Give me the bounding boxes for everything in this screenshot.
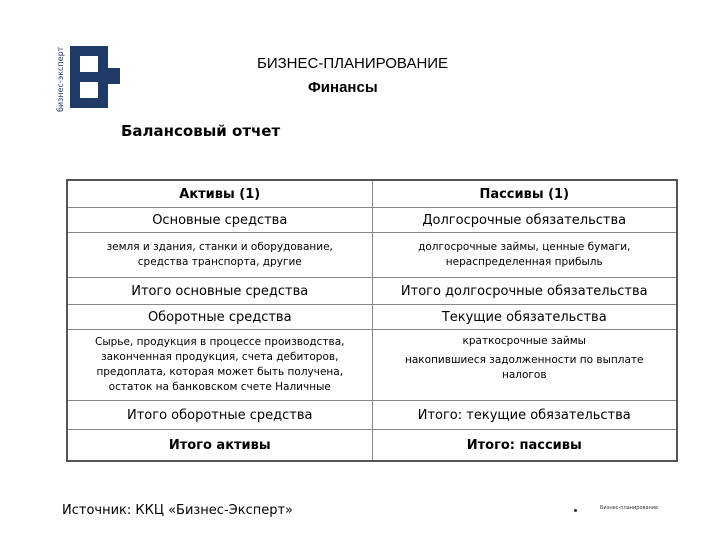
total-fixed-assets-cell: Итого основные средства: [67, 278, 372, 305]
detail-line: долгосрочные займы, ценные бумаги,: [418, 241, 631, 253]
fixed-assets-cell: Основные средства: [67, 208, 372, 233]
table-row: [67, 401, 677, 430]
current-assets-detail-cell: [67, 330, 372, 401]
table-row: [67, 278, 677, 305]
table-row: [67, 208, 677, 233]
detail-line: краткосрочные займы: [462, 335, 586, 347]
total-assets-cell: Итого активы: [67, 430, 372, 462]
current-liab-detail-cell: [372, 330, 677, 401]
total-current-liabilities-cell: Итого: текущие обязательства: [372, 401, 677, 430]
detail-line: предоплата, которая может быть получена,: [96, 366, 344, 378]
liabilities-header: Пассивы (1): [372, 180, 677, 208]
fixed-assets-detail-cell: [67, 233, 372, 278]
logo-text: бизнес-эксперт: [56, 46, 65, 112]
detail-line: законченная продукция, счета дебиторов,: [101, 351, 339, 363]
detail-line: налогов: [501, 369, 547, 381]
source-note: Источник: ККЦ «Бизнес-Эксперт»: [62, 503, 293, 518]
total-current-assets-cell: Итого оборотные средства: [67, 401, 372, 430]
bullet-dot-icon: [574, 509, 577, 512]
table-row: [67, 430, 677, 462]
long-term-liabilities-cell: Долгосрочные обязательства: [372, 208, 677, 233]
balance-table: [66, 179, 678, 462]
table-row: [67, 330, 677, 401]
detail-line: накопившиеся задолженности по выплате: [405, 354, 644, 366]
total-long-term-cell: Итого долгосрочные обязательства: [372, 278, 677, 305]
table-header-row: [67, 180, 677, 208]
page-title: БИЗНЕС-ПЛАНИРОВАНИЕ: [257, 55, 449, 72]
report-title: Балансовый отчет: [121, 122, 281, 140]
table-row: [67, 233, 677, 278]
table-row: [67, 305, 677, 330]
current-liabilities-cell: Текущие обязательства: [372, 305, 677, 330]
total-liabilities-cell: Итого: пассивы: [372, 430, 677, 462]
long-term-detail-cell: [372, 233, 677, 278]
detail-line: нераспределенная прибыль: [445, 256, 603, 268]
detail-line: Сырье, продукция в процессе производства,: [94, 336, 345, 348]
page-subtitle: Финансы: [308, 79, 378, 96]
detail-line: земля и здания, станки и оборудование,: [106, 241, 333, 253]
detail-line: средства транспорта, другие: [137, 256, 302, 268]
footer-tiny-text: Бизнес-планирование: [600, 505, 659, 511]
current-assets-cell: Оборотные средства: [67, 305, 372, 330]
assets-header: Активы (1): [67, 180, 372, 208]
detail-line: остаток на банковском счете Наличные: [108, 381, 331, 393]
